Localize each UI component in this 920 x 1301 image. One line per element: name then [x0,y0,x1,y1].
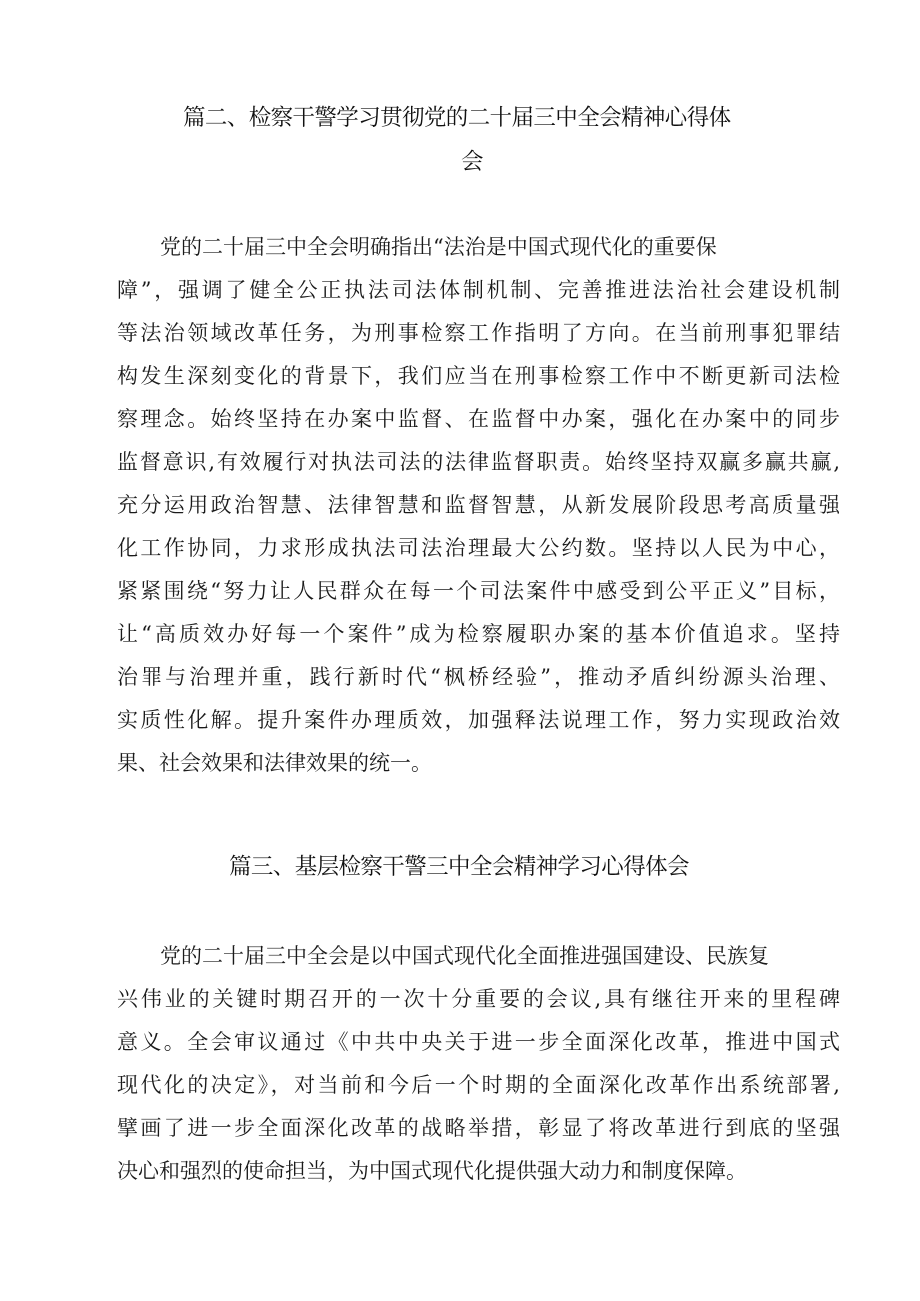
section2-paragraph-line: 治罪与治理并重，践行新时代“枫桥经验”，推动矛盾纠纷源头治理、 [117,665,840,689]
section2-paragraph-line: 化工作协同，力求形成执法司法治理最大公约数。坚持以人民为中心， [117,536,840,560]
section3-paragraph-line: 决心和强烈的使命担当，为中国式现代化提供强大动力和制度保障。 [117,1159,747,1183]
section2-paragraph-line: 充分运用政治智慧、法律智慧和监督智慧，从新发展阶段思考高质量强 [117,493,840,517]
section2-paragraph-line: 党的二十届三中全会明确指出“法治是中国式现代化的重要保 [160,235,717,259]
section2-paragraph-line: 让“高质效办好每一个案件”成为检察履职办案的基本价值追求。坚持 [117,622,840,646]
section2-paragraph-line: 构发生深刻变化的背景下，我们应当在刑事检察工作中不断更新司法检 [117,364,840,388]
section2-title-line-2: 会 [461,149,484,175]
section2-paragraph-line: 察理念。始终坚持在办案中监督、在监督中办案，强化在办案中的同步 [117,407,840,431]
section3-paragraph-line: 兴伟业的关键时期召开的一次十分重要的会议,具有继往开来的里程碑 [117,987,840,1011]
section2-paragraph-line: 实质性化解。提升案件办理质效，加强释法说理工作，努力实现政治效 [117,708,840,732]
section3-title: 篇三、基层检察干警三中全会精神学习心得体会 [229,854,689,880]
section2-paragraph-line: 紧紧围绕“努力让人民群众在每一个司法案件中感受到公平正义”目标， [117,579,840,603]
section2-paragraph-line: 监督意识,有效履行对执法司法的法律监督职责。始终坚持双赢多赢共赢, [117,450,840,474]
section2-paragraph-line: 等法治领域改革任务，为刑事检察工作指明了方向。在当前刑事犯罪结 [117,321,840,345]
section2-paragraph-line: 障”，强调了健全公正执法司法体制机制、完善推进法治社会建设机制 [117,278,840,302]
section3-paragraph-line: 意义。全会审议通过《中共中央关于进一步全面深化改革，推进中国式 [117,1030,840,1054]
section3-paragraph-line: 现代化的决定》，对当前和今后一个时期的全面深化改革作出系统部署, [117,1073,840,1097]
section2-paragraph-line: 果、社会效果和法律效果的统一。 [117,751,432,775]
section3-paragraph-line: 擘画了进一步全面深化改革的战略举措，彰显了将改革进行到底的坚强 [117,1116,840,1140]
section3-paragraph-line: 党的二十届三中全会是以中国式现代化全面推进强国建设、民族复 [160,944,769,968]
section2-title-line-1: 篇二、检察干警学习贯彻党的二十届三中全会精神心得体 [183,105,731,131]
